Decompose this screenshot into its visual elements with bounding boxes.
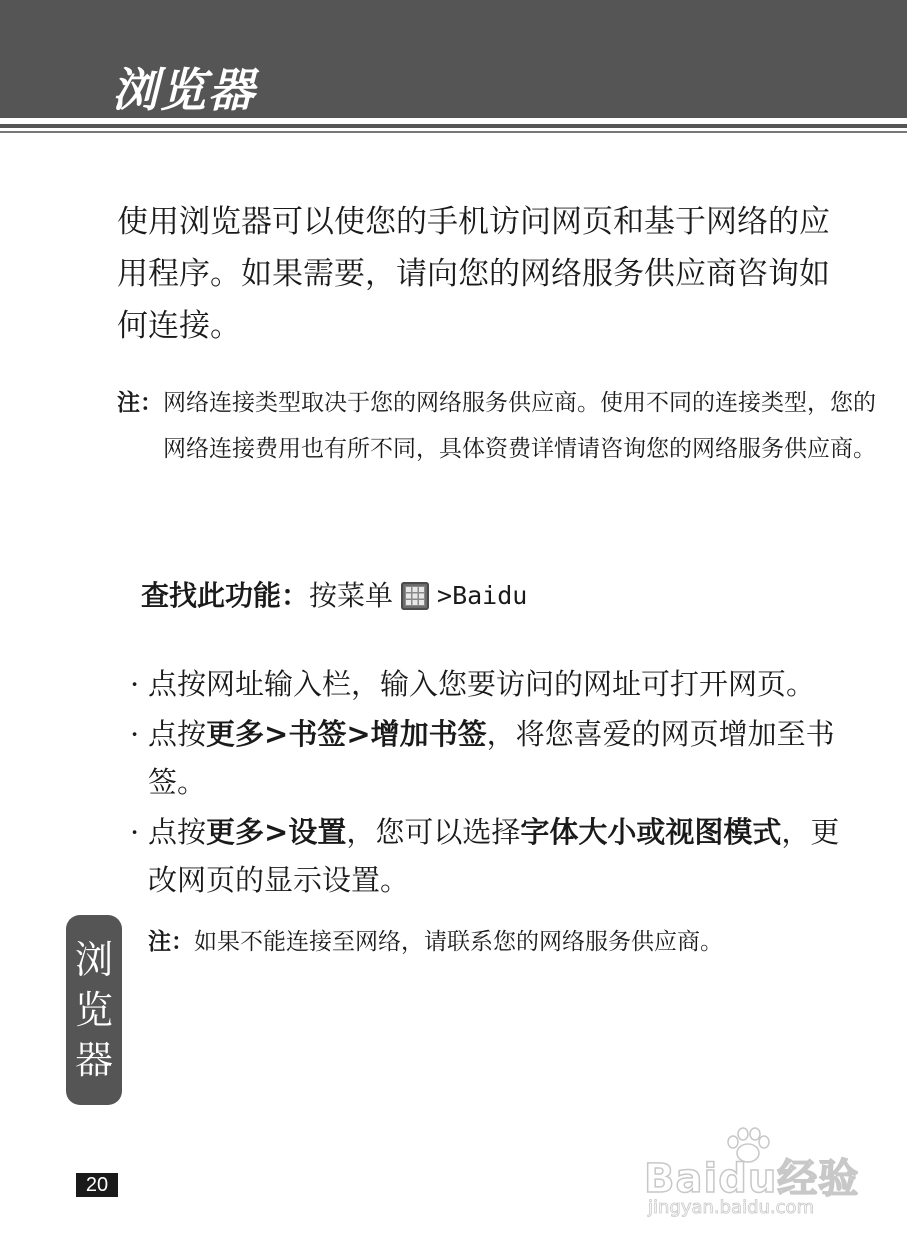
list-item-text: ，您可以选择 — [346, 815, 521, 849]
list-item-text: ，将您喜爱的网页增加至书签。 — [148, 717, 835, 799]
bullet-dot: · — [130, 717, 140, 751]
list-item — [130, 808, 840, 904]
find-feature-line — [141, 574, 527, 618]
watermark-url: jingyan.baidu.com — [648, 1197, 815, 1218]
note-block — [117, 380, 883, 472]
section-side-tab — [66, 915, 122, 1105]
list-item-text: 点按 — [148, 815, 207, 849]
watermark — [640, 1125, 860, 1225]
list-item — [130, 660, 840, 708]
intro-paragraph: 使用浏览器可以使您的手机访问网页和基于网络的应用程序。如果需要，请向您的网络服务供应商咨询如何连接。 — [117, 204, 830, 344]
header-divider — [0, 131, 907, 133]
note-label: 注： — [117, 390, 163, 416]
list-item-text: 点按网址输入栏，输入您要访问的网址可打开网页。 — [148, 667, 816, 701]
bullet-dot: · — [130, 815, 140, 849]
note-text: 如果不能连接至网络，请联系您的网络服务供应商。 — [194, 929, 723, 955]
note-label: 注： — [148, 929, 194, 955]
find-feature-action: 按菜单 — [309, 579, 394, 612]
note-text: 网络连接类型取决于您的网络服务供应商。使用不同的连接类型，您的网络连接费用也有所不同，具体资费详情请咨询您的网络服务供应商。 — [163, 390, 876, 462]
option-name: 字体大小或视图模式 — [520, 815, 782, 849]
side-tab-char: 览 — [74, 988, 113, 1032]
find-feature-path: >Baidu — [437, 581, 528, 610]
note-block — [148, 922, 848, 962]
side-tab-char: 浏 — [74, 938, 113, 982]
header-bar — [0, 0, 907, 118]
menu-grid-icon — [401, 582, 429, 610]
instruction-list — [130, 660, 840, 906]
page-number: 20 — [76, 1173, 118, 1197]
menu-path: 更多>设置 — [206, 815, 347, 849]
page-title: 浏览器 — [112, 63, 256, 117]
side-tab-char: 器 — [74, 1038, 113, 1082]
list-item-text: 点按 — [148, 717, 207, 751]
menu-path: 更多>书签>增加书签 — [206, 717, 487, 751]
list-item-text: ，更改网页的显示设置。 — [148, 815, 840, 897]
find-feature-label: 查找此功能： — [141, 579, 310, 612]
watermark-brand: Baidu经验 — [644, 1156, 860, 1202]
bullet-dot: · — [130, 667, 140, 701]
list-item — [130, 710, 840, 806]
